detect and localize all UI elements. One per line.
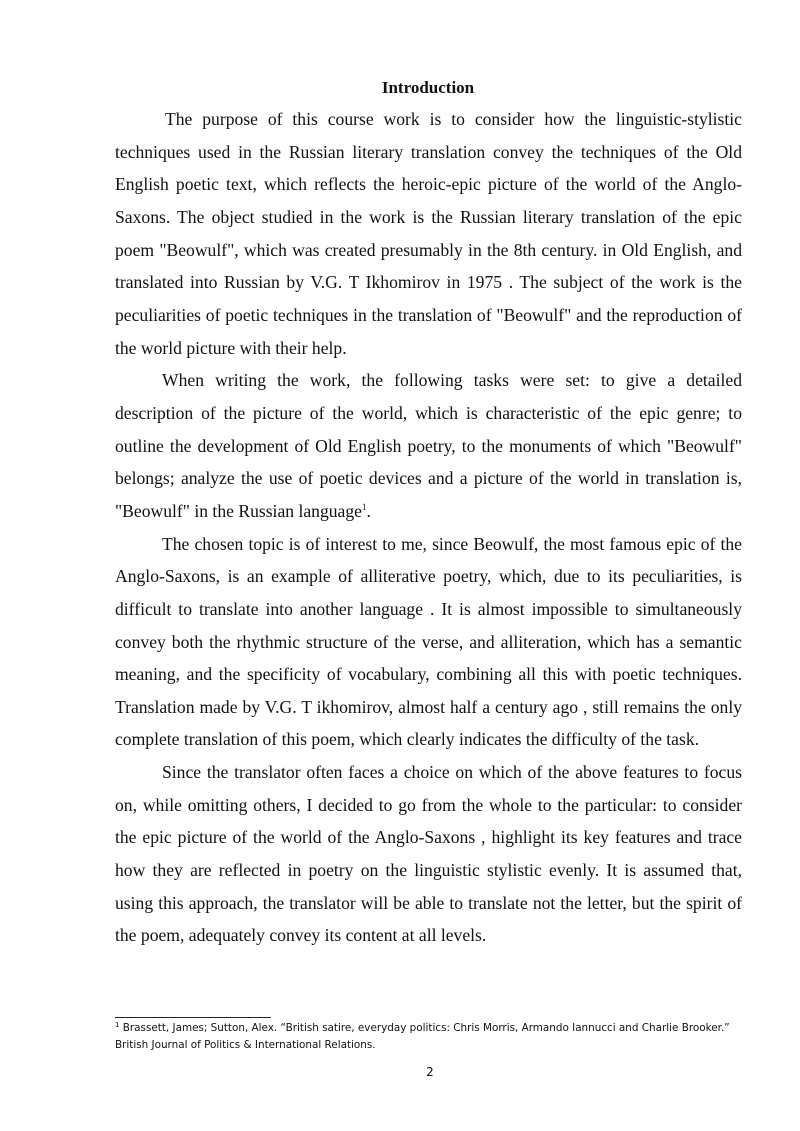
footnote-divider — [115, 1017, 271, 1018]
paragraph-1: The purpose of this course work is to consider how the linguistic-stylistic techniques used in the Russian literary translation convey the techniques of the Old English poetic text, which reflects the heroic-epic picture of the world of the Anglo-Saxons. The object studied in the work is the Russian literary translation of the epic poem "Beowulf", which was created presumably in the 8th century. in Old English, and translated into Russian by V.G. T Ikhomirov in 1975 . The subject of the work is the peculiarities of poetic techniques in the translation of "Beowulf" and the reproduction of the world picture with their help. — [115, 109, 742, 358]
footnote — [115, 1020, 742, 1054]
document-body — [115, 103, 742, 952]
paragraph-2-end: . — [366, 500, 371, 521]
footnote-marker: 1 — [115, 1021, 120, 1029]
footnote-text: Brassett, James; Sutton, Alex. “British satire, everyday politics: Chris Morris, Armando Iannucci and Charlie Brooker.” British Journal of Politics & International Relations. — [115, 1022, 730, 1051]
page-number: 2 — [426, 1065, 434, 1079]
footnote-reference[interactable]: 1 — [361, 501, 367, 512]
section-heading: Introduction — [381, 78, 475, 97]
paragraph-2 — [115, 364, 742, 527]
paragraph-2-text: When writing the work, the following tasks were set: to give a detailed description of the picture of the world, which is characteristic of the epic genre; to outline the development of Old English poetry, to the monuments of which "Beowulf" belongs; analyze the use of poetic devices and a picture of the world in translation is, "Beowulf" in the Russian language — [115, 370, 742, 521]
paragraph-3: The chosen topic is of interest to me, since Beowulf, the most famous epic of the Anglo-Saxons, is an example of alliterative poetry, which, due to its peculiarities, is difficult to translate into another language . It is almost impossible to simultaneously convey both the rhythmic structure of the verse, and alliteration, which has a semantic meaning, and the specificity of vocabulary, combining all this with poetic techniques. Translation made by V.G. T ikhomirov, almost half a century ago , still remains the only complete translation of this poem, which clearly indicates the difficulty of the task. — [115, 533, 742, 750]
paragraph-4: Since the translator often faces a choice on which of the above features to focus on, while omitting others, I decided to go from the whole to the particular: to consider the epic picture of the world of the Anglo-Saxons , highlight its key features and trace how they are reflected in poetry on the linguistic stylistic evenly. It is assumed that, using this approach, the translator will be able to translate not the letter, but the spirit of the poem, adequately convey its content at all levels. — [115, 762, 742, 946]
